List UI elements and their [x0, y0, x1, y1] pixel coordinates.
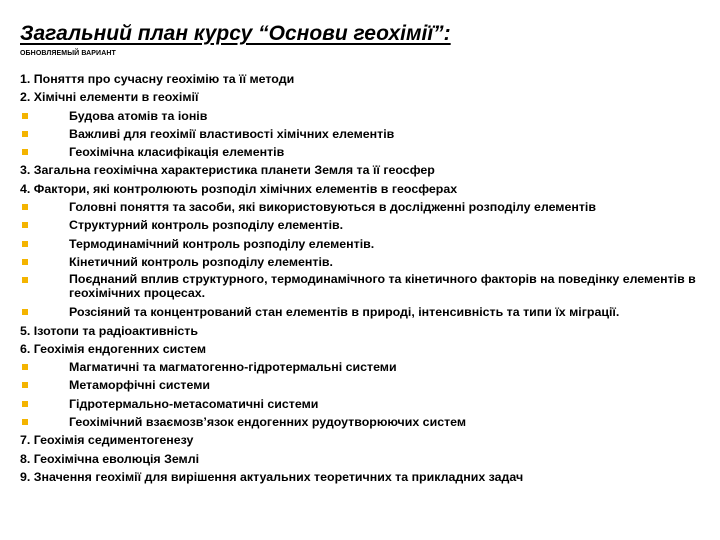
outline-subitem [20, 125, 710, 143]
outline-subitem [20, 376, 710, 394]
outline-item [20, 431, 710, 449]
square-bullet-icon [22, 401, 28, 407]
outline-item [20, 88, 710, 106]
square-bullet-icon [22, 382, 28, 388]
square-bullet-icon [22, 309, 28, 315]
square-bullet-icon [22, 364, 28, 370]
outline-item-text: 6. Геохімія ендогенних систем [20, 341, 207, 356]
outline-item [20, 340, 710, 358]
outline-subitem [20, 143, 710, 161]
outline-item [20, 322, 710, 340]
square-bullet-icon [22, 113, 28, 119]
outline-item-text: 9. Значення геохімії для вирішення актуальних теоретичних та прикладних задач [20, 469, 524, 484]
outline-subitem [20, 303, 710, 321]
outline-item [20, 180, 710, 198]
outline-item-text: Гідротермально-метасоматичні системи [69, 396, 319, 411]
square-bullet-icon [22, 204, 28, 210]
outline-item-text: Важливі для геохімії властивості хімічних елементів [69, 126, 395, 141]
outline-subitem [20, 413, 710, 431]
course-outline-list [20, 70, 710, 486]
outline-subitem [20, 273, 710, 300]
outline-item-text: Розсіяний та концентрований стан елементів в природі, інтенсивність та типи їх міграції. [69, 305, 620, 320]
square-bullet-icon [22, 131, 28, 137]
square-bullet-icon [22, 241, 28, 247]
outline-item-text: Метаморфічні системи [69, 378, 210, 393]
square-bullet-icon [22, 222, 28, 228]
square-bullet-icon [22, 419, 28, 425]
outline-item [20, 70, 710, 88]
outline-item-text: 1. Поняття про сучасну геохімію та її методи [20, 72, 295, 86]
outline-subitem [20, 253, 710, 271]
outline-item-text: Кінетичний контроль розподілу елементів. [69, 254, 333, 269]
outline-item [20, 468, 710, 486]
outline-subitem [20, 198, 710, 216]
outline-item-text: 5. Ізотопи та радіоактивність [20, 323, 198, 338]
page-title: Загальний план курсу “Основи геохімії”: [20, 22, 451, 45]
outline-item-text: Геохімічний взаємозв’язок ендогенних рудоутворюючих систем [69, 415, 467, 430]
outline-subitem [20, 358, 710, 376]
outline-item [20, 161, 710, 179]
outline-item-text: Магматичні та магматогенно-гідротермальні системи [69, 360, 397, 375]
outline-item-text: Головні поняття та засоби, які використовуються в дослідженні розподілу елементів [69, 200, 596, 215]
outline-subitem [20, 395, 710, 413]
outline-item-text: 2. Хімічні елементи в геохімії [20, 90, 199, 105]
outline-item-text: Поєднаний вплив структурного, термодинамічного та кінетичного факторів на поведінку елементів в геохімічних процесах. [69, 272, 696, 300]
outline-item-text: Термодинамічний контроль розподілу елементів. [69, 236, 375, 251]
outline-item-text: Геохімічна класифікація елементів [69, 145, 285, 160]
subtitle: ОБНОВЛЯЕМЫЙ ВАРИАНТ [20, 50, 116, 57]
outline-item-text: Будова атомів та іонів [69, 108, 208, 123]
outline-item [20, 450, 710, 468]
outline-item-text: 4. Фактори, які контролюють розподіл хімічних елементів в геосферах [20, 181, 458, 196]
square-bullet-icon [22, 259, 28, 265]
outline-subitem [20, 235, 710, 253]
square-bullet-icon [22, 149, 28, 155]
outline-item-text: Структурний контроль розподілу елементів. [69, 218, 344, 233]
square-bullet-icon [22, 277, 28, 283]
outline-item-text: 8. Геохімічна еволюція Землі [20, 451, 200, 466]
outline-item-text: 3. Загальна геохімічна характеристика планети Земля та її геосфер [20, 163, 435, 178]
outline-subitem [20, 107, 710, 125]
outline-subitem [20, 216, 710, 234]
outline-item-text: 7. Геохімія седиментогенезу [20, 433, 194, 448]
